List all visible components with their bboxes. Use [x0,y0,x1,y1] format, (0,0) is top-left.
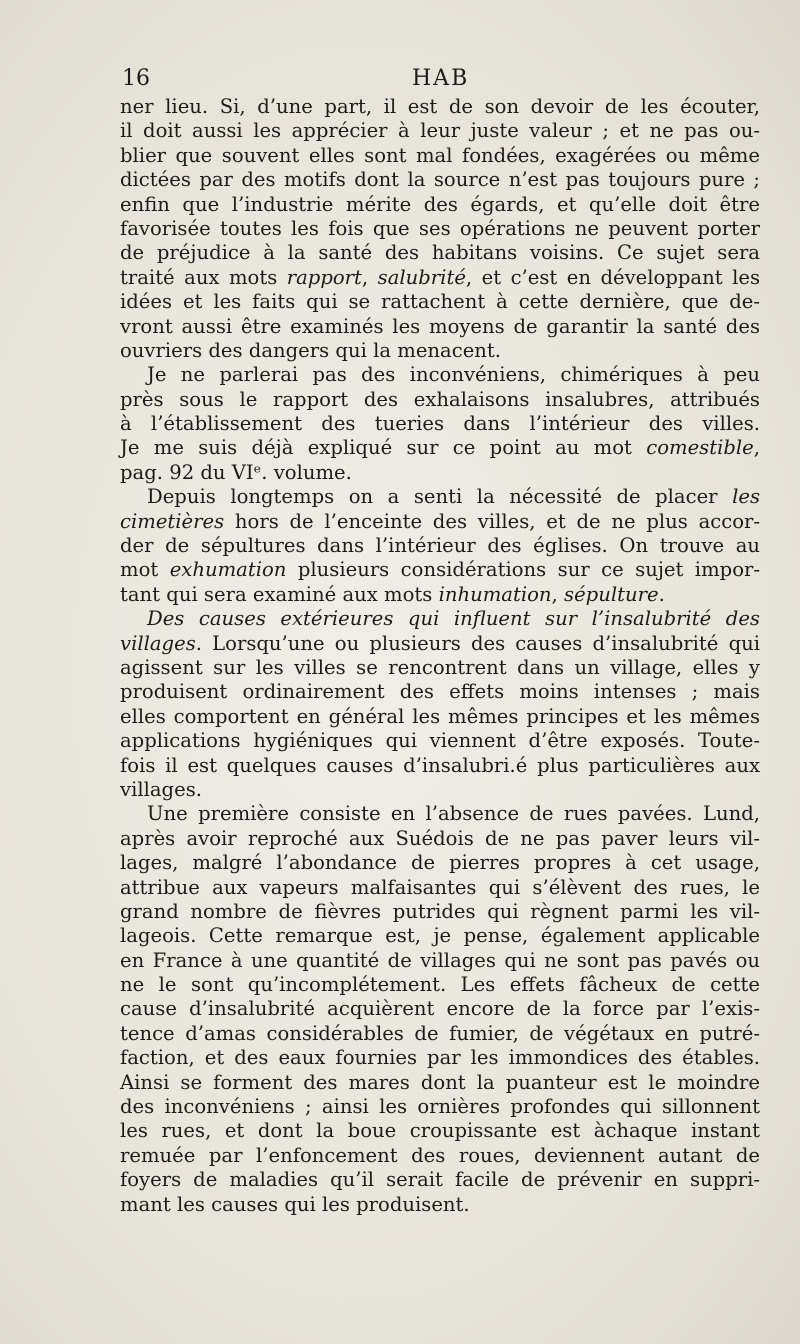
text-run: favorisée toutes les fois que ses opérations ne peuvent porter [120,216,760,240]
text-line [120,461,760,485]
text-run: ne le sont qu’incomplétement. Les effets fâcheux de cette [120,973,760,997]
text-line [120,217,760,241]
text-line [120,1046,760,1070]
text-line [120,924,760,948]
text-line [120,949,760,973]
text-line [120,119,760,143]
text-line [120,1168,760,1192]
text-run: produisent ordinairement des effets moins intenses ; mais [120,680,760,704]
italic-text: exhumation [169,558,287,582]
italic-text: comestible [646,436,754,460]
text-run: ouvriers des dangers qui la menacent. [120,338,502,362]
text-run: mot [120,558,170,582]
text-line [120,607,760,631]
text-run: . Lorsqu’une ou plusieurs des causes d’insalubrité qui [195,631,760,655]
text-run: grand nombre de fièvres putrides qui règnent parmi les vil- [120,899,760,923]
text-line [120,851,760,875]
text-line [120,1193,760,1217]
text-run: elles comportent en général les mêmes principes et les mêmes [120,704,760,728]
text-run: traité aux mots [120,265,287,289]
text-line [120,778,760,802]
text-run: hors de l’enceinte des villes, et de ne plus accor- [224,509,760,533]
text-line [120,168,760,192]
italic-text: cimetières [120,509,225,533]
text-run: applications hygiéniques qui viennent d’être exposés. Toute- [120,729,760,753]
text-run: attribue aux vapeurs malfaisantes qui s’élèvent des rues, le [120,875,760,899]
text-line [120,510,760,534]
text-run: des inconvéniens ; ainsi les ornières profondes qui sillonnent [120,1095,760,1119]
italic-text: rapport [286,265,362,289]
text-line [120,802,760,826]
italic-text: villages [120,631,196,655]
italic-text: inhumation [438,582,552,606]
text-line [120,485,760,509]
text-line [120,290,760,314]
text-run: , et c’est en développant les [465,265,760,289]
text-line [120,827,760,851]
text-run: . [658,582,665,606]
text-run: Ainsi se forment des mares dont la puanteur est le moindre [120,1070,760,1094]
text-line [120,973,760,997]
text-run: il doit aussi les apprécier à leur juste valeur ; et ne pas ou- [120,119,760,143]
text-line [120,1022,760,1046]
text-run: pag. 92 du VIᵉ. volume. [120,460,352,484]
text-run: Depuis longtemps on a senti la nécessité de placer [147,485,733,509]
text-run: après avoir reproché aux Suédois de ne pas paver leurs vil- [120,826,760,850]
text-run: blier que souvent elles sont mal fondées, exagérées ou même [120,143,760,167]
text-line [120,388,760,412]
text-line [120,754,760,778]
text-line [120,315,760,339]
text-run: près sous le rapport des exhalaisons insalubres, attribués [120,387,760,411]
italic-text: les [732,485,760,509]
text-line [120,1071,760,1095]
text-run: mant les causes qui les produisent. [120,1192,470,1216]
text-line [120,1144,760,1168]
text-line [120,534,760,558]
text-run: plusieurs considérations sur ce sujet impor- [286,558,760,582]
text-line [120,1095,760,1119]
text-run: villages. [120,777,202,801]
text-line [120,144,760,168]
text-run: idées et les faits qui se rattachent à cette dernière, que de- [120,290,760,314]
page-header [122,66,762,96]
text-line [120,876,760,900]
text-run: enfin que l’industrie mérite des égards, et qu’elle doit être [120,192,760,216]
text-run: à l’établissement des tueries dans l’intérieur des villes. [120,412,760,436]
text-line [120,997,760,1021]
text-run: , [551,582,565,606]
text-run: fois il est quelques causes d’insalubri.é plus particulières aux [120,753,760,777]
text-line [120,632,760,656]
text-line [120,363,760,387]
text-line [120,266,760,290]
text-run: Je ne parlerai pas des inconvéniens, chimériques à peu [147,363,760,387]
text-run: Je me suis déjà expliqué sur ce point au mot [120,436,647,460]
page-number: 16 [122,66,150,91]
text-line [120,656,760,680]
text-line [120,583,760,607]
running-head: HAB [412,66,470,91]
text-line [120,680,760,704]
text-run: remuée par l’enfoncement des roues, deviennent autant de [120,1143,760,1167]
text-line [120,241,760,265]
text-line [120,558,760,582]
text-run: tant qui sera examiné aux mots [120,582,439,606]
text-run: de préjudice à la santé des habitans voisins. Ce sujet sera [120,241,760,265]
text-line [120,900,760,924]
text-run: , [753,436,760,460]
text-run: faction, et des eaux fournies par les immondices des étables. [120,1046,760,1070]
text-line [120,729,760,753]
text-line [120,436,760,460]
text-run: cause d’insalubrité acquièrent encore de la force par l’exis- [120,997,760,1021]
text-run: en France à une quantité de villages qui ne sont pas pavés ou [120,948,760,972]
text-line [120,1119,760,1143]
text-run: lages, malgré l’abondance de pierres propres à cet usage, [120,851,760,875]
text-run: der de sépultures dans l’intérieur des églises. On trouve au [120,534,760,558]
text-run: Une première consiste en l’absence de rues pavées. Lund, [147,802,760,826]
text-run: , [361,265,378,289]
text-run: foyers de maladies qu’il serait facile de prévenir en suppri- [120,1168,760,1192]
text-run: lageois. Cette remarque est, je pense, également applicable [120,924,760,948]
text-run: tence d’amas considérables de fumier, de végétaux en putré- [120,1021,760,1045]
text-line [120,193,760,217]
body-text [120,95,760,1217]
text-line [120,412,760,436]
text-run: agissent sur les villes se rencontrent dans un village, elles y [120,655,760,679]
text-run: dictées par des motifs dont la source n’est pas toujours pure ; [120,168,760,192]
text-line [120,95,760,119]
text-line [120,705,760,729]
text-run: les rues, et dont la boue croupissante est àchaque instant [120,1119,760,1143]
text-run: ner lieu. Si, d’une part, il est de son devoir de les écouter, [120,95,760,118]
italic-text: sépulture [564,582,659,606]
italic-text: Des causes extérieures qui influent sur l’insalubrité des [147,607,760,631]
italic-text: salubrité [377,265,466,289]
text-run: vront aussi être examinés les moyens de garantir la santé des [120,314,760,338]
text-line [120,339,760,363]
